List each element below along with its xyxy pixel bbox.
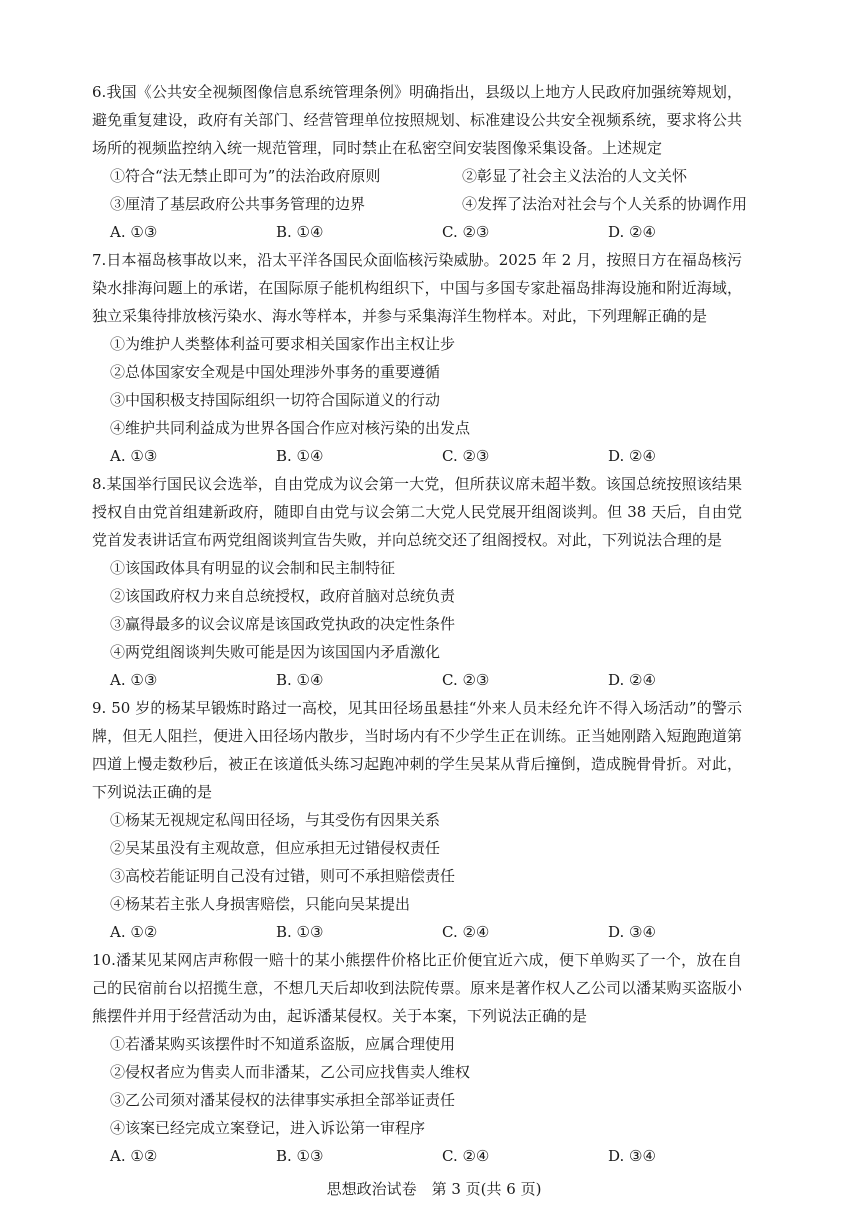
choice-b: B. ①④ (276, 223, 324, 241)
question-stem: 8.某国举行国民议会选举，自由党成为议会第一大党，但所获议席未超半数。该国总统按照该结果授权自由党首组建新政府，随即自由党与议会第二大党人民党展开组阁谈判。但 38 天后，自由党党首发表讲话宣布两党组阁谈判宣告失败，并向总统交还了组阁授权。对此，下列说法合理的是 (92, 475, 742, 549)
statement: ③高校若能证明自己没有过错，则可不承担赔偿责任 (110, 867, 456, 885)
question-10 (92, 946, 742, 1170)
choice-b: B. ①③ (276, 923, 324, 941)
statement: ③厘清了基层政府公共事务管理的边界 (110, 195, 366, 213)
statement: ③中国积极支持国际组织一切符合国际道义的行动 (110, 391, 441, 409)
statement: ①该国政体具有明显的议会制和民主制特征 (110, 559, 396, 577)
answer-choices (92, 442, 742, 470)
statement: ③赢得最多的议会议席是该国政党执政的决定性条件 (110, 615, 456, 633)
answer-choices (92, 1142, 742, 1170)
choice-a: A. ①③ (110, 223, 158, 241)
choice-d: D. ③④ (608, 1147, 656, 1165)
choice-c: C. ②④ (442, 923, 490, 941)
question-stem: 9. 50 岁的杨某早锻炼时路过一高校，见其田径场虽悬挂“外来人员未经允许不得入场活动”的警示牌，但无人阻拦，便进入田径场内散步，当时场内有不少学生正在训练。正当她刚踏入短跑跑道第四道上慢走数秒后，被正在该道低头练习起跑冲刺的学生吴某从背后撞倒，造成腕骨骨折。对此，下列说法正确的是 (92, 699, 742, 801)
statement: ①杨某无视规定私闯田径场，与其受伤有因果关系 (110, 811, 441, 829)
choice-b: B. ①③ (276, 1147, 324, 1165)
choice-c: C. ②④ (442, 1147, 490, 1165)
question-list (92, 78, 748, 1170)
choice-c: C. ②③ (442, 671, 490, 689)
statement: ④两党组阁谈判失败可能是因为该国国内矛盾激化 (110, 643, 441, 661)
page-footer: 思想政治试卷 第 3 页(共 6 页) (326, 1180, 542, 1198)
choice-d: D. ②④ (608, 671, 656, 689)
statement: ②吴某虽没有主观故意，但应承担无过错侵权责任 (110, 839, 441, 857)
statement: ②彰显了社会主义法治的人文关怀 (462, 167, 688, 185)
statement: ④维护共同利益成为世界各国合作应对核污染的出发点 (110, 419, 471, 437)
statement: ①为维护人类整体利益可要求相关国家作出主权让步 (110, 335, 456, 353)
answer-choices (92, 666, 742, 694)
statement: ④该案已经完成立案登记，进入诉讼第一审程序 (110, 1119, 426, 1137)
statement: ②总体国家安全观是中国处理涉外事务的重要遵循 (110, 363, 441, 381)
statement: ①符合“法无禁止即可为”的法治政府原则 (110, 167, 381, 185)
choice-c: C. ②③ (442, 223, 490, 241)
statement: ③乙公司须对潘某侵权的法律事实承担全部举证责任 (110, 1091, 456, 1109)
choice-d: D. ②④ (608, 223, 656, 241)
choice-a: A. ①② (110, 923, 158, 941)
choice-d: D. ②④ (608, 447, 656, 465)
statement: ②该国政府权力来自总统授权，政府首脑对总统负责 (110, 587, 456, 605)
statement: ②侵权者应为售卖人而非潘某，乙公司应找售卖人维权 (110, 1063, 471, 1081)
statement: ①若潘某购买该摆件时不知道系盗版，应属合理使用 (110, 1035, 456, 1053)
choice-d: D. ③④ (608, 923, 656, 941)
choice-c: C. ②③ (442, 447, 490, 465)
question-7 (92, 246, 742, 470)
choice-b: B. ①④ (276, 447, 324, 465)
choice-a: A. ①② (110, 1147, 158, 1165)
question-stem: 10.潘某见某网店声称假一赔十的某小熊摆件价格比正价便宜近六成，便下单购买了一个，放在自己的民宿前台以招揽生意，不想几天后却收到法院传票。原来是著作权人乙公司以潘某购买盗版小熊摆件并用于经营活动为由，起诉潘某侵权。关于本案，下列说法正确的是 (92, 951, 742, 1025)
statement: ④发挥了法治对社会与个人关系的协调作用 (462, 195, 748, 213)
choice-a: A. ①③ (110, 447, 158, 465)
question-9 (92, 694, 742, 946)
choice-b: B. ①④ (276, 671, 324, 689)
answer-choices (92, 218, 742, 246)
choice-a: A. ①③ (110, 671, 158, 689)
question-6 (92, 78, 748, 246)
question-stem: 6.我国《公共安全视频图像信息系统管理条例》明确指出，县级以上地方人民政府加强统筹规划，避免重复建设，政府有关部门、经营管理单位按照规划、标准建设公共安全视频系统，要求将公共场所的视频监控纳入统一规范管理，同时禁止在私密空间安装图像采集设备。上述规定 (92, 83, 742, 157)
statement: ④杨某若主张人身损害赔偿，只能向吴某提出 (110, 895, 411, 913)
statement-grid (92, 162, 748, 218)
answer-choices (92, 918, 742, 946)
question-8 (92, 470, 742, 694)
question-stem: 7.日本福岛核事故以来，沿太平洋各国民众面临核污染威胁。2025 年 2 月，按照日方在福岛核污染水排海问题上的承诺，在国际原子能机构组织下，中国与多国专家赴福岛排海设施和附近海域，独立采集待排放核污染水、海水等样本，并参与采集海洋生物样本。对此，下列理解正确的是 (92, 251, 742, 325)
